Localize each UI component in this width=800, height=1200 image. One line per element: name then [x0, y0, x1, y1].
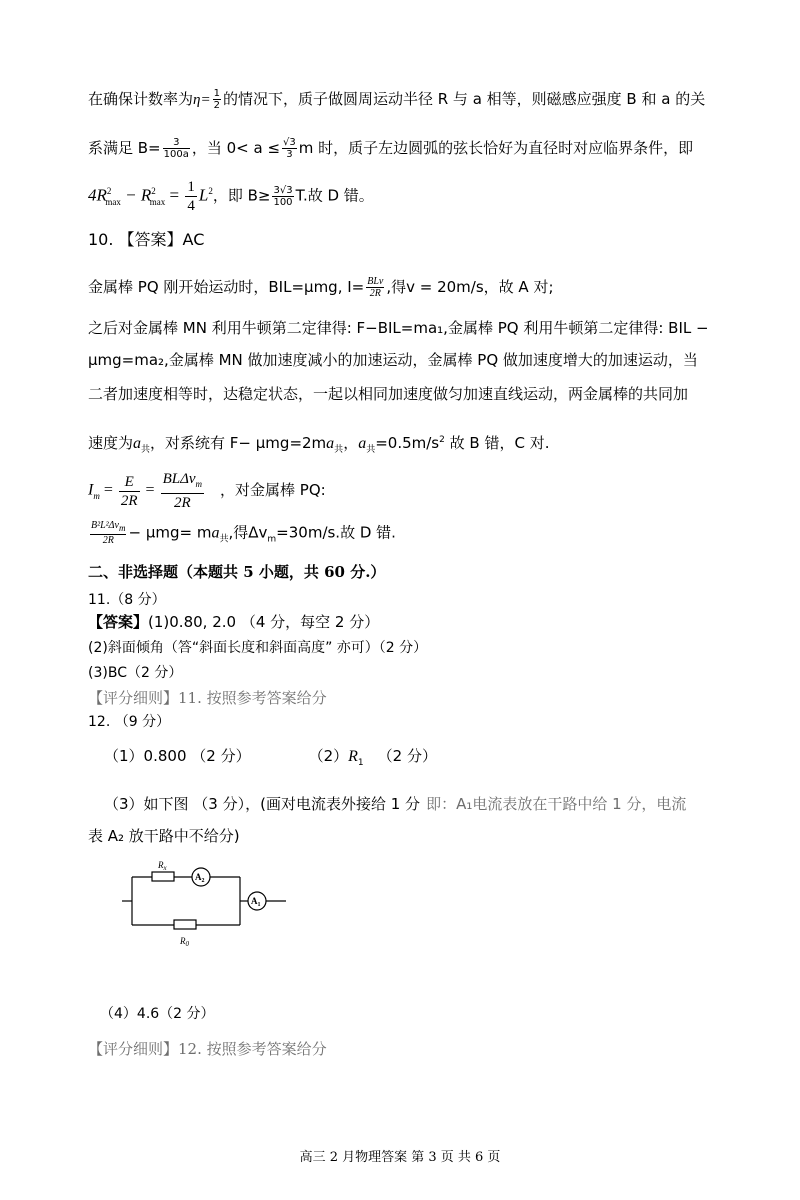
sub: 共 — [334, 445, 344, 455]
denominator: 2R — [173, 495, 191, 511]
text: =30m/s.故 D 错. — [276, 523, 396, 542]
fraction-quarter — [185, 178, 197, 215]
part-1: （1）0.800 （2 分） — [104, 747, 251, 765]
text: T.故 D 错。 — [295, 186, 374, 205]
part-3-text: （3）如下图 （3 分），(画对电流表外接给 1 分 — [104, 795, 421, 813]
solution-line-5 — [88, 276, 554, 299]
solution-line-11 — [88, 520, 396, 550]
fraction-blv-over-2r — [366, 276, 384, 299]
solution-line-6: 之后对金属棒 MN 利用牛顿第二定律得: F−BIL=ma₁,金属棒 PQ 利用牛顿第二定律得: BIL − — [88, 319, 709, 337]
solution-line-3 — [88, 178, 374, 215]
q11-answer — [88, 612, 379, 632]
text: 系满足 B= — [88, 139, 161, 157]
fraction-half — [213, 88, 221, 111]
numerator: BLΔv — [162, 471, 196, 487]
solution-line-2 — [88, 137, 693, 160]
text: 速度为 — [88, 434, 134, 452]
q12-title: 12. （9 分） — [88, 714, 171, 730]
sub: 共 — [141, 445, 151, 455]
math: = — [99, 481, 117, 499]
text: − μmg= m — [128, 523, 212, 542]
sub: m — [267, 534, 277, 545]
text: ， — [343, 434, 359, 452]
denominator: 4 — [187, 198, 195, 214]
math: a — [326, 435, 335, 452]
math: 4R — [88, 185, 107, 205]
answer-label: 【答案】 — [88, 613, 149, 631]
label-rx: $R_x$ — [158, 860, 167, 872]
solution-line-8: 二者加速度相等时，达稳定状态，一起以相同加速度做匀加速直线运动，两金属棒的共同加 — [88, 385, 689, 403]
text: ,得v = 20m/s，故 A 对; — [386, 278, 554, 296]
numerator: E — [119, 473, 140, 492]
text: 故 B 错，C 对. — [444, 434, 550, 452]
numerator: 3√3 — [273, 185, 293, 196]
q11-title: 11.（8 分） — [88, 592, 166, 608]
sup: 2 — [106, 185, 112, 196]
sub: m — [195, 479, 203, 489]
q12-part-3-line-2: 表 A₂ 放干路中不给分) — [88, 827, 240, 845]
solution-line-10 — [88, 470, 326, 512]
numerator: 1 — [213, 88, 220, 99]
math: R — [348, 748, 358, 765]
math: I — [88, 481, 94, 499]
label-r0: $R_0$ — [180, 936, 189, 948]
text: ，对金属棒 PQ: — [220, 480, 326, 499]
numerator: √3 — [283, 137, 296, 148]
denominator: 2R — [369, 288, 381, 299]
text: ，即 B≥ — [212, 186, 271, 205]
numerator: BLv — [367, 276, 384, 287]
math: L — [198, 185, 209, 205]
math: a — [211, 524, 220, 542]
sup: 2 — [151, 185, 156, 196]
text: ，当 0< a ≤ — [191, 139, 281, 157]
circuit-diagram — [118, 856, 298, 951]
fraction-e-over-2r — [119, 473, 140, 510]
fraction-b2l2dv-over-2r — [90, 520, 126, 546]
solution-line-7: μmg=ma₂,金属棒 MN 做加速度减小的加速运动，金属棒 PQ 做加速度增大的加速运动，当 — [88, 351, 698, 369]
part-2-label: （2） — [308, 747, 349, 765]
solution-line-9 — [88, 430, 549, 460]
sup: 2 — [208, 185, 213, 196]
sup: 2 — [439, 435, 445, 445]
eta-symbol: η= — [193, 92, 211, 108]
q11-scoring-detail: 【评分细则】11. 按照参考答案给分 — [88, 689, 327, 707]
sub: 共 — [366, 445, 376, 455]
denominator: 100a — [163, 149, 189, 160]
resistor-r0 — [174, 920, 196, 929]
sub: 共 — [219, 534, 229, 545]
math: a — [133, 435, 142, 452]
numerator: 1 — [187, 179, 195, 195]
label-a1: $A_1$ — [251, 896, 261, 908]
sub: 1 — [357, 758, 364, 768]
sub: m — [118, 523, 126, 533]
math: = — [141, 481, 159, 499]
section-2-heading: 二、非选择题（本题共 5 小题，共 60 分.） — [88, 563, 386, 581]
math: = — [165, 185, 184, 205]
math: a — [358, 435, 367, 452]
fraction-3root3-over-100 — [272, 185, 293, 208]
sub: max — [105, 196, 121, 207]
math: − R — [120, 185, 152, 205]
numerator: 3 — [163, 137, 190, 149]
part-2-score: （2 分） — [377, 747, 437, 765]
text: 在确保计数率为 — [88, 90, 194, 108]
sub: max — [149, 196, 166, 207]
fraction-3-over-100a — [163, 137, 190, 160]
denominator: 2R — [102, 535, 114, 546]
answer-text: (1)0.80, 2.0 （4 分，每空 2 分） — [148, 613, 380, 631]
text: 的情况下，质子做圆周运动半径 R 与 a 相等，则磁感应强度 B 和 a 的关 — [222, 90, 706, 108]
text: m 时，质子左边圆弧的弦长恰好为直径时对应临界条件，即 — [298, 139, 694, 157]
denominator: 2 — [213, 100, 220, 111]
text: 金属棒 PQ 刚开始运动时，BIL=μmg, I= — [88, 278, 365, 296]
q12-scoring-detail: 【评分细则】12. 按照参考答案给分 — [88, 1040, 327, 1058]
text: ，对系统有 F− μmg=2m — [150, 434, 327, 452]
page-footer: 高三 2 月物理答案 第 3 页 共 6 页 — [299, 1150, 501, 1165]
denominator: 100 — [273, 197, 293, 208]
q12-part-4: （4）4.6（2 分） — [100, 1006, 215, 1022]
q11-part-3: (3)BC（2 分） — [88, 665, 183, 681]
sub: m — [93, 490, 100, 501]
numerator: B²L²Δv — [91, 520, 119, 531]
denominator: 2R — [120, 492, 138, 509]
q10-answer-title: 10. 【答案】AC — [88, 230, 205, 249]
q12-part-3-line-1 — [104, 794, 686, 814]
label-a2: $A_2$ — [195, 872, 205, 884]
denominator: 3 — [286, 149, 293, 160]
fraction-root3-over-3 — [282, 137, 297, 160]
solution-line-1 — [88, 88, 705, 111]
resistor-rx — [152, 872, 174, 881]
q11-part-2: (2)斜面倾角（答“斜面长度和斜面高度” 亦可）（2 分） — [88, 640, 428, 656]
q12-part-1-2 — [104, 746, 437, 773]
text: =0.5m/s — [375, 434, 440, 452]
fraction-bldv-over-2r — [161, 470, 204, 512]
part-3-note: 即：A₁电流表放在干路中给 1 分，电流 — [426, 795, 687, 813]
text: ,得Δv — [228, 523, 268, 542]
